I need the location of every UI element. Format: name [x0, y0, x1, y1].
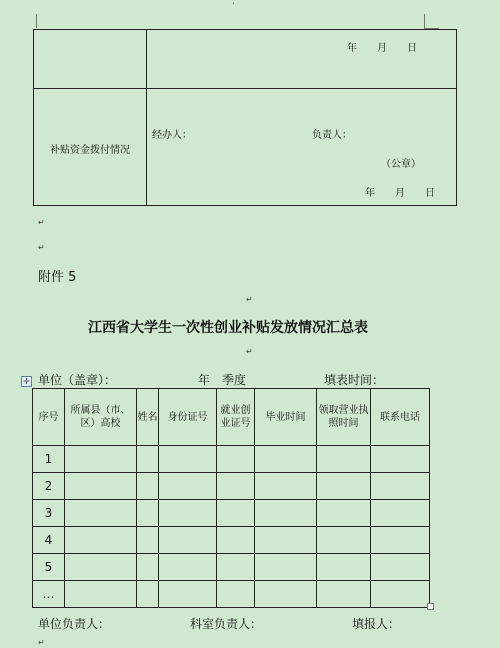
table-cell[interactable]: [159, 554, 217, 581]
row-number: 2: [33, 473, 65, 500]
row-number: 5: [33, 554, 65, 581]
table-cell[interactable]: [65, 473, 137, 500]
row-number: 1: [33, 446, 65, 473]
attachment-label: 附件 5: [38, 270, 77, 285]
table-cell[interactable]: [137, 473, 159, 500]
table-cell[interactable]: [137, 446, 159, 473]
table-cell[interactable]: [317, 473, 371, 500]
table-cell[interactable]: [255, 446, 317, 473]
table-cell[interactable]: [217, 473, 255, 500]
table-cell[interactable]: [217, 446, 255, 473]
handler-label: 经办人：: [152, 130, 192, 141]
responsible-label: 负责人：: [312, 130, 352, 141]
section-head-label: 科室负责人：: [190, 617, 263, 631]
table-row: [33, 473, 430, 500]
row-number: 3: [33, 500, 65, 527]
table-cell[interactable]: [371, 554, 430, 581]
table-cell[interactable]: [255, 581, 317, 608]
corner-mark-right: [424, 14, 439, 29]
header-cell: 身份证号: [159, 389, 217, 446]
quarter-label: 年 季度: [198, 373, 247, 387]
table-move-handle[interactable]: ✛: [21, 376, 32, 387]
paragraph-mark: ↵: [38, 638, 45, 647]
header-cell: 序号: [33, 389, 65, 446]
table-cell[interactable]: [217, 500, 255, 527]
table-cell[interactable]: [137, 500, 159, 527]
table-cell[interactable]: [255, 554, 317, 581]
table-cell[interactable]: [255, 527, 317, 554]
header-cell: 就业创业证号: [217, 389, 255, 446]
table-cell[interactable]: [65, 500, 137, 527]
table-cell[interactable]: [317, 500, 371, 527]
table-cell[interactable]: [255, 500, 317, 527]
header-cell: 姓名: [137, 389, 159, 446]
table-cell[interactable]: [137, 527, 159, 554]
table-row: [33, 581, 430, 608]
table-cell[interactable]: [159, 581, 217, 608]
paragraph-mark: ↵: [38, 218, 45, 227]
table-cell[interactable]: [371, 500, 430, 527]
paragraph-mark: ↵: [246, 295, 253, 304]
row-label-cell: [34, 89, 147, 206]
table-cell[interactable]: [317, 554, 371, 581]
table-cell[interactable]: [217, 581, 255, 608]
row-number: …: [33, 581, 65, 608]
table-cell[interactable]: [137, 554, 159, 581]
header-dot: ˈ: [232, 2, 235, 12]
header-cell: 所属县（市、区）高校: [65, 389, 137, 446]
filler-label: 填报人：: [352, 617, 401, 631]
top-left-cell: [34, 30, 147, 89]
date-line: 年 月 日: [347, 43, 417, 54]
table-cell[interactable]: [371, 581, 430, 608]
table-row: [33, 500, 430, 527]
table-cell[interactable]: [317, 527, 371, 554]
paragraph-mark: ↵: [246, 347, 253, 356]
document-title: 江西省大学生一次性创业补贴发放情况汇总表: [88, 320, 368, 336]
table-cell[interactable]: [255, 473, 317, 500]
table-cell[interactable]: [317, 446, 371, 473]
table-cell[interactable]: [317, 581, 371, 608]
table-row: [33, 446, 430, 473]
signature-cell: [147, 89, 457, 206]
header-cell: 领取营业执照时间: [317, 389, 371, 446]
table-cell[interactable]: [65, 581, 137, 608]
table-row: [33, 527, 430, 554]
paragraph-mark: ↵: [38, 243, 45, 252]
row-number: 4: [33, 527, 65, 554]
top-date-cell: [147, 30, 457, 89]
table-cell[interactable]: [65, 446, 137, 473]
table-cell[interactable]: [65, 554, 137, 581]
unit-head-label: 单位负责人：: [38, 617, 111, 631]
seal-label: （公章）: [381, 159, 421, 170]
table-cell[interactable]: [159, 446, 217, 473]
table-cell[interactable]: [371, 527, 430, 554]
table-cell[interactable]: [65, 527, 137, 554]
table-cell[interactable]: [159, 527, 217, 554]
table-cell[interactable]: [371, 473, 430, 500]
allocation-table: [33, 29, 457, 206]
table-cell[interactable]: [371, 446, 430, 473]
table-resize-handle[interactable]: [427, 603, 434, 610]
table-cell[interactable]: [217, 527, 255, 554]
header-cell: 联系电话: [371, 389, 430, 446]
table-header-row: [33, 389, 430, 446]
date-line-2: 年 月 日: [365, 188, 435, 199]
table-cell[interactable]: [137, 581, 159, 608]
summary-table: [32, 388, 430, 608]
table-cell[interactable]: [217, 554, 255, 581]
corner-mark-left: [36, 14, 37, 28]
table-row: [33, 554, 430, 581]
fill-time-label: 填表时间：: [324, 373, 385, 387]
allocation-label: 补贴资金拨付情况: [50, 144, 130, 156]
table-cell[interactable]: [159, 500, 217, 527]
table-cell[interactable]: [159, 473, 217, 500]
header-cell: 毕业时间: [255, 389, 317, 446]
unit-stamp-label: 单位（盖章）：: [38, 373, 117, 387]
